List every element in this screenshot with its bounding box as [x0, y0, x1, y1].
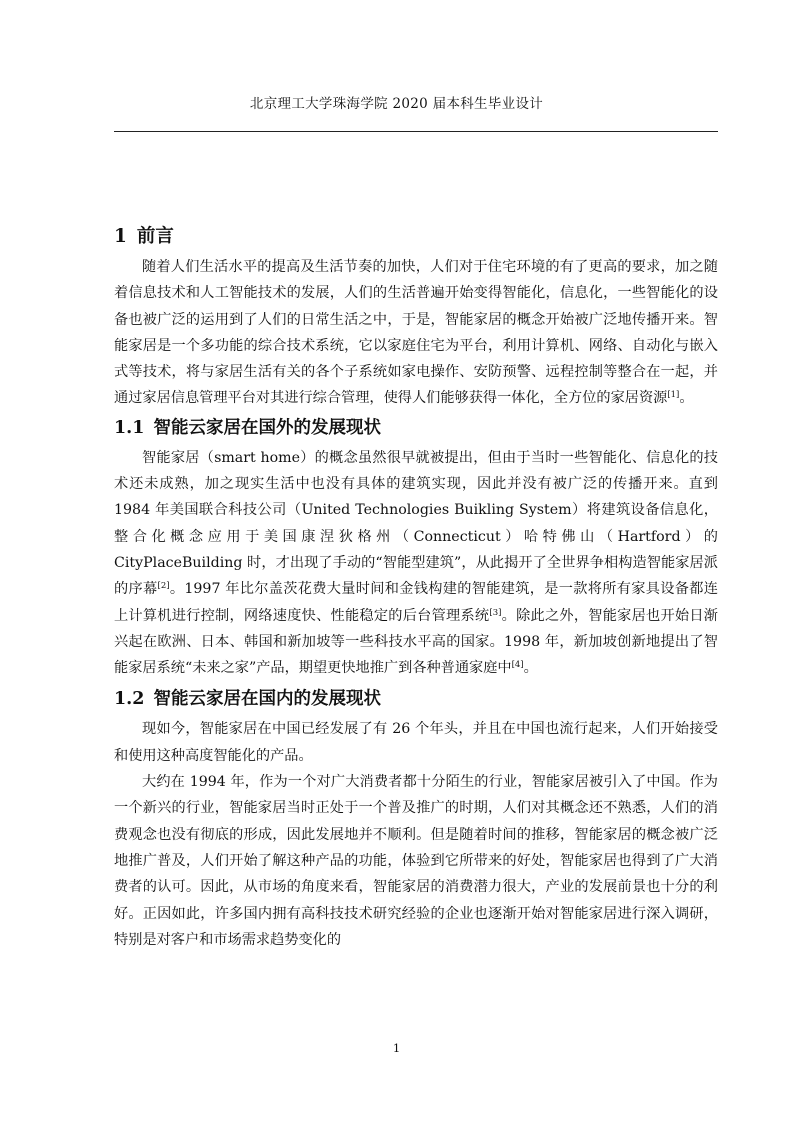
- section-1-1-title: 智能云家居在国外的发展现状: [153, 417, 381, 438]
- section-1-paragraph-text: 随着人们生活水平的提高及生活节奏的加快，人们对于住宅环境的有了更高的要求，加之随着信息技术和人工智能技术的发展，人们的生活普遍开始变得智能化，信息化，一些智能化的设备也被广泛的运用到了人们的日常生活之中，于是，智能家居的概念开始被广泛地传播开来。智能家居是一个多功能的综合技术系统，它以家庭住宅为平台，利用计算机、网络、自动化与嵌入式等技术，将与家居生活有关的各个子系统如家电操作、安防预警、远程控制等整合在一起，并通过家居信息管理平台对其进行综合管理，使得人们能够获得一体化，全方位的家居资源: [114, 259, 718, 407]
- section-1-paragraph-tail: 。: [679, 390, 694, 407]
- section-1-2-number: 1.2: [114, 689, 145, 710]
- page-body: [114, 222, 718, 953]
- section-1-2-paragraph-2: 大约在 1994 年，作为一个对广大消费者都十分陌生的行业，智能家居被引入了中国。作为一个新兴的行业，智能家居当时正处于一个普及推广的时期，人们对其概念还不熟悉，人们的消费观念也没有彻底的形成，因此发展地并不顺利。但是随着时间的推移，智能家居的概念被广泛地推广普及，人们开始了解这种产品的功能，体验到它所带来的好处，智能家居也得到了广大消费者的认可。因此，从市场的角度来看，智能家居的消费潜力很大，产业的发展前景也十分的利好。正因如此，许多国内拥有高科技技术研究经验的企业也逐渐开始对智能家居进行深入调研，特别是对客户和市场需求趋势变化的: [114, 774, 718, 948]
- section-1-1-text-part4: 。: [523, 660, 538, 677]
- section-1-1-paragraph: [114, 445, 718, 682]
- section-1-title: 前言: [136, 226, 174, 247]
- section-1-2-title: 智能云家居在国内的发展现状: [153, 689, 381, 710]
- section-1-1-number: 1.1: [114, 417, 145, 438]
- citation-3: [3]: [489, 607, 502, 618]
- page-header: 北京理工大学珠海学院 2020 届本科生毕业设计: [249, 96, 544, 112]
- section-1-1-text-part2: 。1997 年比尔盖茨花费大量时间和金钱构建的智能建筑，是一款将所有家具设备都连上计算机进行控制，网络速度快、性能稳定的后台管理系统: [114, 581, 718, 624]
- section-1-heading: [114, 222, 718, 252]
- citation-2: [2]: [157, 581, 170, 592]
- page-number: 1: [392, 1041, 401, 1055]
- citation-1: [1]: [667, 390, 680, 401]
- section-1-1-heading: [114, 412, 718, 444]
- header-divider: [114, 131, 718, 132]
- section-1-1-text-part3: 。除此之外，智能家居也开始日渐兴起在欧洲、日本、韩国和新加坡等一些科技水平高的国家。1998 年，新加坡创新地提出了智能家居系统“未来之家”产品，期望更快地推广到各种普通家庭中: [114, 607, 718, 677]
- section-1-1-text-part1: 智能家居（smart home）的概念虽然很早就被提出，但由于当时一些智能化、信息化的技术还未成熟，加之现实生活中也没有具体的建筑实现，因此并没有被广泛的传播开来。直到 1984 年美国联合科技公司（United Technologies Buikling System）将建筑设备信息化，整合化概念应用于美国康涅狄格州（Connecticut）哈特佛山（Hartford）的 CityPlaceBuilding 时，才出现了手动的“智能型建筑”，从此揭开了全世界争相构造智能家居派的序幕: [114, 449, 718, 598]
- section-1-2-paragraph-1: 现如今，智能家居在中国已经发展了有 26 个年头，并且在中国也流行起来，人们开始接受和使用这种高度智能化的产品。: [114, 721, 718, 764]
- section-1-number: 1: [114, 226, 127, 247]
- section-1-paragraph: [114, 254, 718, 412]
- section-1-2-heading: [114, 683, 718, 715]
- citation-4: [4]: [511, 660, 524, 671]
